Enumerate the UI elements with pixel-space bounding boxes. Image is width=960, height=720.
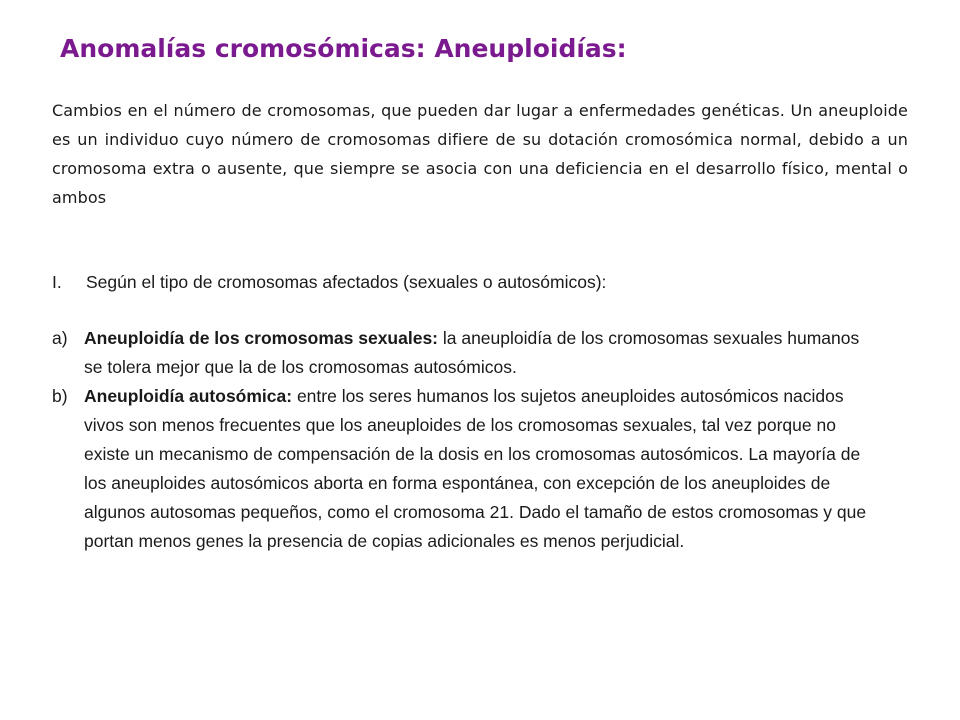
item-description: la aneuploidía de los cromosomas sexuales humanos se tolera mejor que la de los cromosomas autosómicos. bbox=[84, 328, 860, 377]
classification-list bbox=[52, 268, 872, 556]
item-description: entre los seres humanos los sujetos aneuploides autosómicos nacidos vivos son menos frecuentes que los aneuploides de los cromosomas sexuales, tal vez porque no existe un mecanismo de compensación de la dosis en los cromosomas autosómicos. La mayoría de los aneuploides autosómicos aborta en forma espontánea, con excepción de los aneuploides de algunos autosomas pequeños, como el cromosoma 21. Dado el tamaño de estos cromosomas y que portan menos genes la presencia de copias adicionales es menos perjudicial. bbox=[84, 386, 867, 551]
section-marker: I. bbox=[52, 272, 62, 292]
item-marker: b) bbox=[52, 386, 68, 406]
item-marker: a) bbox=[52, 328, 68, 348]
section-text: Según el tipo de cromosomas afectados (sexuales o autosómicos): bbox=[86, 272, 607, 292]
list-item-b bbox=[52, 382, 872, 556]
intro-paragraph: Cambios en el número de cromosomas, que pueden dar lugar a enfermedades genéticas. Un aneuploide es un individuo cuyo número de cromosomas difiere de su dotación cromosómica normal, debido a un cromosoma extra o ausente, que siempre se asocia con una deficiencia en el desarrollo físico, mental o ambos bbox=[52, 101, 908, 207]
item-body bbox=[84, 324, 872, 382]
section-heading bbox=[52, 268, 872, 297]
list-item-a bbox=[52, 324, 872, 382]
item-term: Aneuploidía autosómica: bbox=[84, 386, 293, 406]
slide-title: Anomalías cromosómicas: Aneuploidías: bbox=[60, 34, 627, 63]
spacer bbox=[52, 297, 872, 324]
item-term: Aneuploidía de los cromosomas sexuales: bbox=[84, 328, 438, 348]
item-body bbox=[84, 382, 872, 556]
